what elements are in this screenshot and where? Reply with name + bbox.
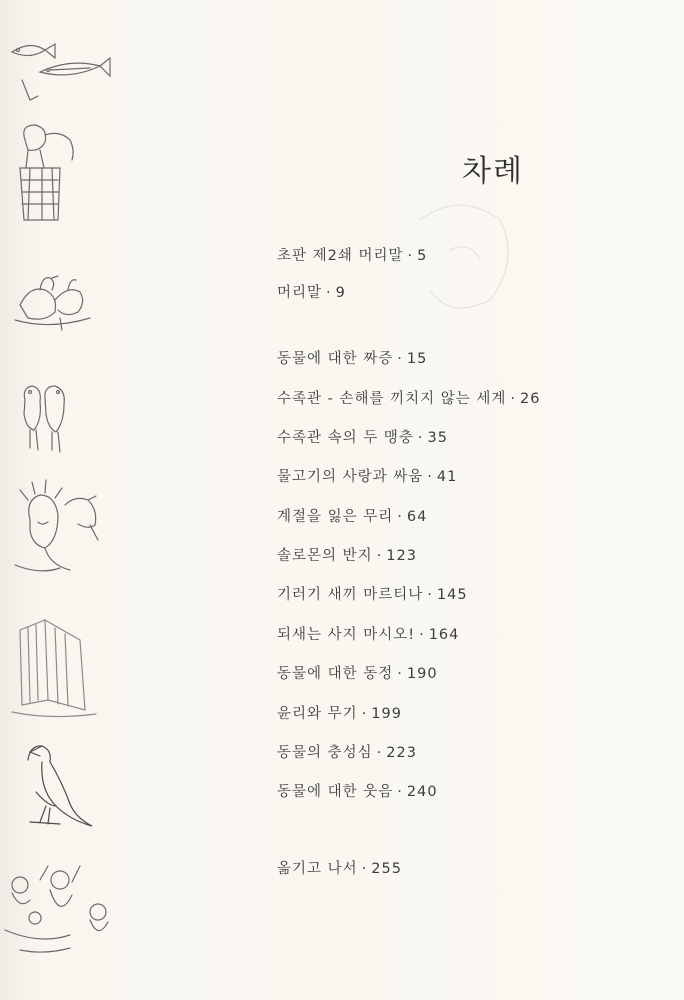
toc-item [277, 662, 438, 683]
toc-label: 동물에 대한 동정 [277, 666, 394, 682]
toc-page: 26 [519, 391, 541, 407]
toc-label: 물고기의 사랑과 싸움 [277, 469, 424, 485]
toc-page: 223 [386, 745, 417, 761]
toc-separator: · [376, 745, 383, 761]
toc-page: 9 [335, 285, 346, 301]
toc-item [277, 347, 427, 368]
crow-illustration [28, 746, 92, 826]
man-with-bird-illustration [15, 480, 98, 571]
toc-page: 41 [436, 469, 458, 485]
toc-item [277, 244, 427, 265]
toc-label: 초판 제2쇄 머리말 [277, 248, 404, 264]
toc-separator: · [510, 391, 516, 407]
toc-label: 동물에 대한 짜증 [277, 351, 394, 367]
toc-label: 기러기 새끼 마르티나 [277, 587, 424, 603]
faint-background-sketch [380, 180, 580, 360]
toc-label: 솔로몬의 반지 [277, 548, 373, 564]
toc-label: 옮기고 나서 [277, 861, 358, 877]
margin-illustrations [0, 0, 120, 1000]
toc-item [277, 465, 457, 486]
toc-label: 머리말 [277, 285, 323, 301]
toc-page: 15 [406, 351, 428, 367]
toc-label: 수족관 - 손해를 끼치지 않는 세계 [277, 391, 507, 407]
toc-item [277, 623, 459, 644]
toc-item [277, 583, 468, 604]
toc-item [277, 281, 346, 302]
toc-page: 255 [371, 861, 402, 877]
parrots-illustration [24, 386, 64, 452]
toc-item [277, 702, 402, 723]
toc-item [277, 857, 402, 878]
toc-label: 동물의 충성심 [277, 745, 373, 761]
ducks-illustration [15, 276, 90, 330]
toc-item [277, 741, 417, 762]
toc-separator: · [397, 666, 403, 682]
toc-separator: · [419, 627, 425, 643]
toc-separator: · [361, 706, 368, 722]
toc-page: 240 [406, 784, 438, 800]
toc-page: 64 [406, 509, 428, 525]
toc-page: 190 [406, 666, 438, 682]
margin-illustration-strip [0, 0, 120, 1000]
toc-page: 145 [436, 587, 468, 603]
toc-item [277, 426, 448, 447]
toc-item [277, 544, 417, 565]
toc-label: 수족관 속의 두 맹충 [277, 430, 414, 446]
toc-page: 199 [371, 706, 402, 722]
toc-separator: · [361, 861, 368, 877]
toc-page: 5 [417, 248, 428, 264]
toc-separator: · [326, 285, 332, 301]
toc-separator: · [407, 248, 414, 264]
toc-page: 123 [386, 548, 417, 564]
monkey-on-basket-illustration [20, 125, 73, 220]
toc-label: 동물에 대한 웃음 [277, 784, 394, 800]
toc-item [277, 780, 438, 801]
toc-label: 되새는 사지 마시오! [277, 627, 416, 643]
toc-page: 164 [428, 627, 460, 643]
toc-separator: · [427, 469, 433, 485]
crowd-of-people-illustration [5, 866, 108, 952]
toc-page: 35 [427, 430, 448, 446]
toc-separator: · [427, 587, 433, 603]
toc-label: 계절을 잃은 무리 [277, 509, 394, 525]
fish-illustration [12, 44, 110, 100]
toc-separator: · [397, 509, 403, 525]
toc-label: 윤리와 무기 [277, 706, 358, 722]
toc-separator: · [397, 351, 403, 367]
page-title: 차례 [462, 154, 524, 189]
toc-separator: · [376, 548, 383, 564]
wooden-cage-illustration [12, 620, 96, 717]
toc-separator: · [397, 784, 403, 800]
toc-item [277, 387, 540, 408]
toc-item [277, 505, 427, 526]
toc-separator: · [417, 430, 424, 446]
